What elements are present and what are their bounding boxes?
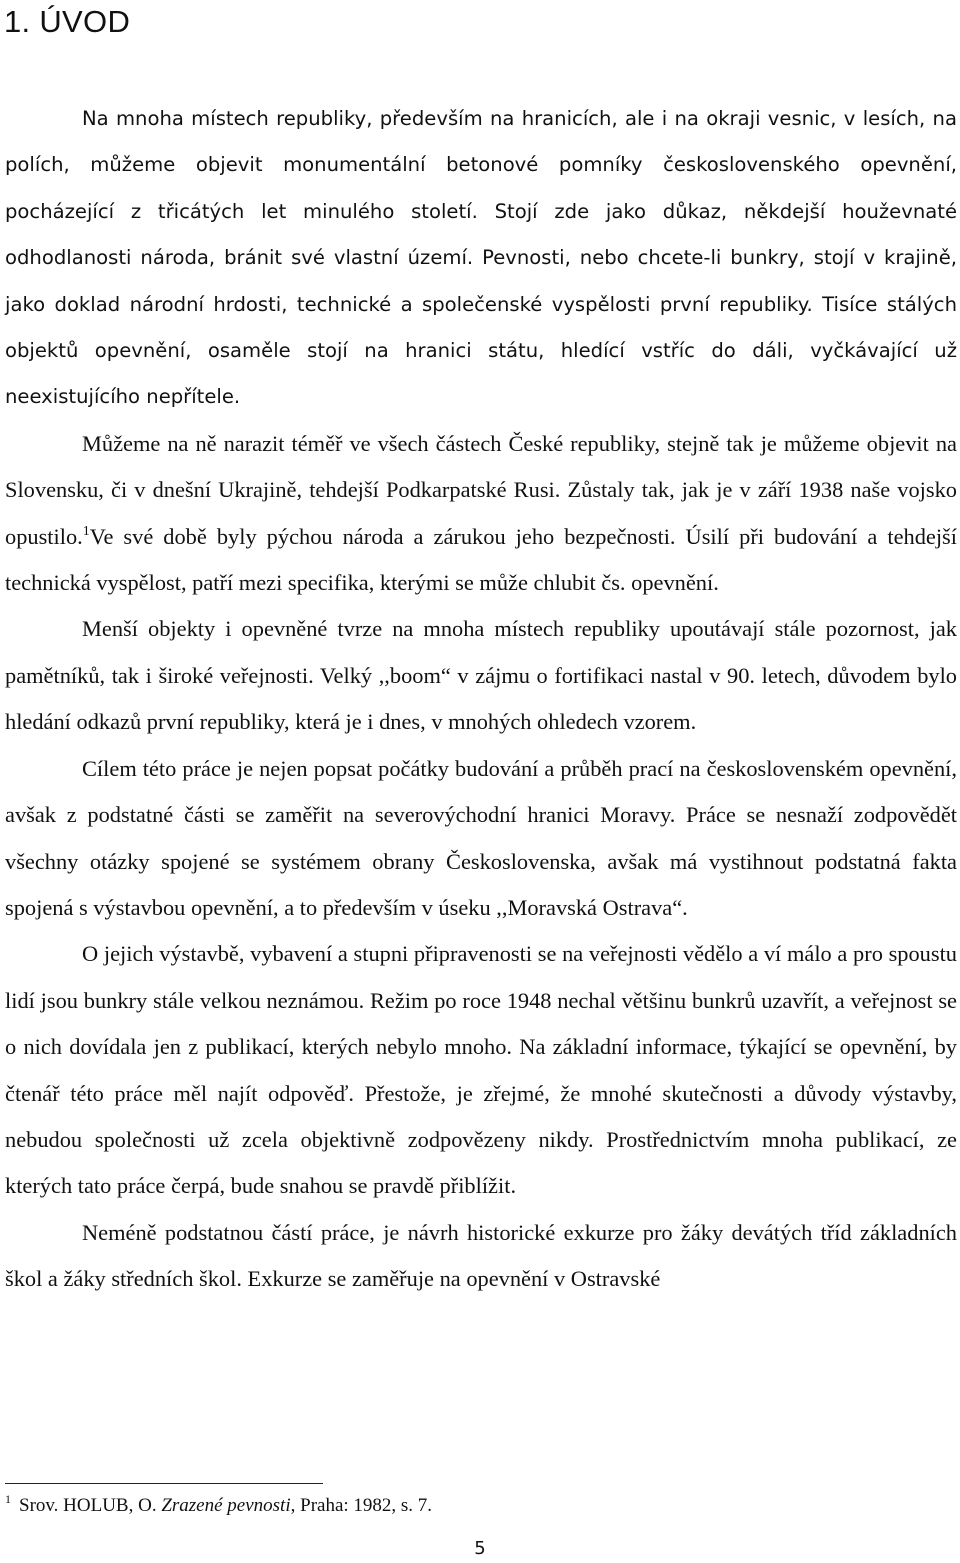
paragraph-excursion: Neméně podstatnou částí práce, je návrh historické exkurze pro žáky devátých tříd základních škol a žáky středních škol. Exkurze se zaměřuje na opevnění v Ostravské <box>5 1219 957 1292</box>
paragraph-text: Ve své době byly pýchou národa a zárukou jeho bezpečnosti. Úsilí při budování a tehdejší technická vyspělost, patří mezi specifika, kterými se může chlubit čs. opevnění. <box>5 523 957 596</box>
intro-paragraph: Na mnoha místech republiky, především na hranicích, ale i na okraji vesnic, v lesích, na polích, můžeme objevit monumentální betonové pomníky československého opevnění, pocházející z třicátých let minulého století. Stojí zde jako důkaz, někdejší houževnaté odhodlanosti národa, bránit své vlastní území. Pevnosti, nebo chcete-li bunkry, stojí v krajině, jako doklad národní hrdosti, technické a společenské vyspělosti první republiky. Tisíce stálých objektů opevnění, osaměle stojí na hranici státu, hledící vstříc do dáli, vyčkávající už neexistujícího nepřítele. <box>5 107 957 409</box>
body-text <box>5 96 957 1303</box>
paragraph-goal: Cílem této práce je nejen popsat počátky budování a průběh prací na československém opevnění, avšak z podstatné části se zaměřit na severovýchodní hranici Moravy. Práce se nesnaží zodpovědět všechny otázky spojené se systémem obrany Československa, avšak má vystihnout podstatná fakta spojená s výstavbou opevnění, a to především v úseku ,,Moravská Ostrava“. <box>5 755 957 920</box>
footnote-divider <box>5 1483 323 1484</box>
paragraph-locations <box>5 421 957 607</box>
footnote-title: Zrazené pevnosti <box>161 1495 291 1516</box>
paragraph-public-knowledge: O jejich výstavbě, vybavení a stupni připravenosti se na veřejnosti vědělo a ví málo a pro spoustu lidí jsou bunkry stále velkou neznámou. Režim po roce 1948 nechal většinu bunkrů uzavřít, a veřejnost se o nich dovídala jen z publikací, kterých nebylo mnoho. Na základní informace, týkající se opevnění, by čtenář této práce měl najít odpověď. Přestože, je zřejmé, že mnohé skutečnosti a důvody výstavby, nebudou společnosti už zcela objektivně zodpovězeny nikdy. Prostřednictvím mnoha publikací, ze kterých tato práce čerpá, bude snahou se pravdě přiblížit. <box>5 941 957 1199</box>
footnote <box>5 1492 432 1520</box>
footnote-suffix: , Praha: 1982, s. 7. <box>290 1495 433 1516</box>
page-number: 5 <box>474 1538 486 1559</box>
footnote-mark: 1 <box>5 1492 11 1506</box>
paragraph-interest: Menší objekty i opevněné tvrze na mnoha místech republiky upoutávají stále pozornost, jak pamětníků, tak i široké veřejnosti. Velký ,,boom“ v zájmu o fortifikaci nastal v 90. letech, důvodem bylo hledání odkazů první republiky, která je i dnes, v mnohých ohledech vzorem. <box>5 616 957 735</box>
footnote-reference[interactable]: 1 <box>82 523 90 539</box>
chapter-heading: 1. ÚVOD <box>4 4 131 39</box>
paragraph-text: Můžeme na ně narazit téměř ve všech částech České republiky, stejně tak je můžeme objevit na Slovensku, či v dnešní Ukrajině, tehdejší Podkarpatské Rusi. Zůstaly tak, jak je v září 1938 naše vojsko opustilo. <box>5 430 957 549</box>
footnote-prefix: Srov. HOLUB, O. <box>19 1495 162 1516</box>
